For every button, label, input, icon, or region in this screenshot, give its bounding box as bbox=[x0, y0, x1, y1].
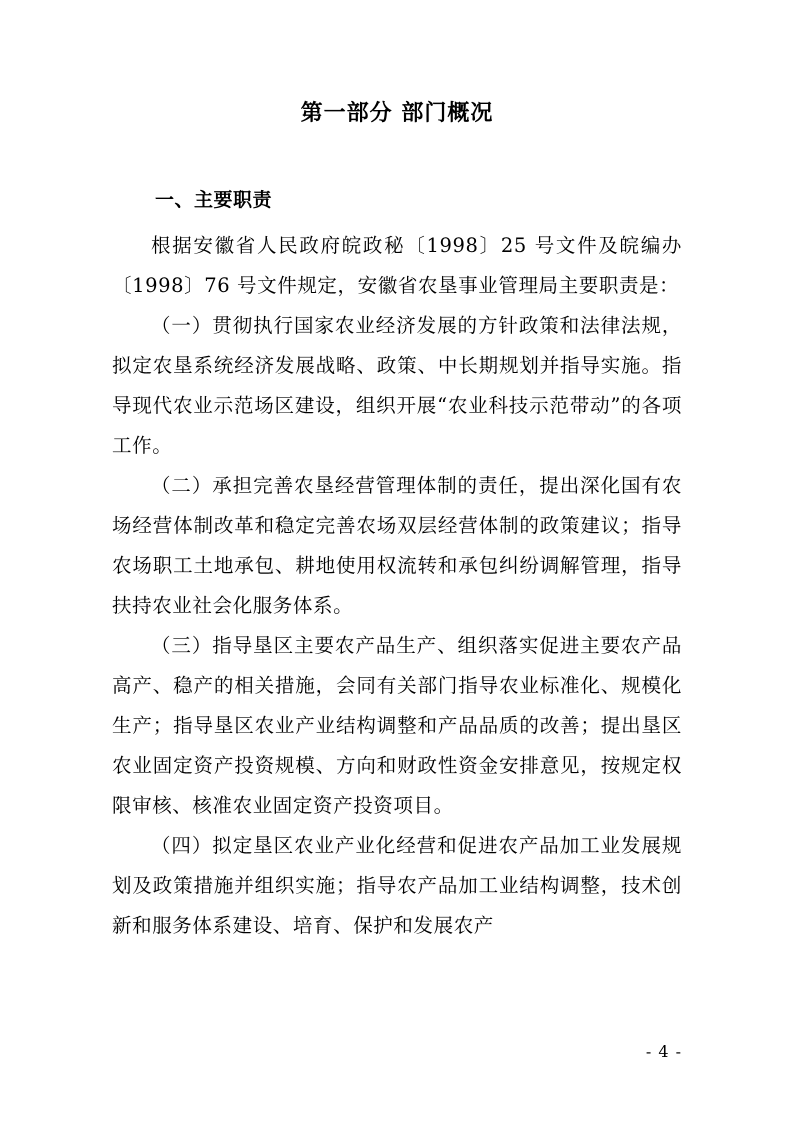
paragraph: （二）承担完善农垦经营管理体制的责任，提出深化国有农场经营体制改革和稳定完善农场双层经营体制的政策建议；指导农场职工土地承包、耕地使用权流转和承包纠纷调解管理，指导扶持农业社会化服务体系。 bbox=[112, 474, 682, 617]
paragraph: 根据安徽省人民政府皖政秘〔1998〕25 号文件及皖编办〔1998〕76 号文件规定，安徽省农垦事业管理局主要职责是： bbox=[112, 234, 682, 297]
paragraph: （三）指导垦区主要农产品生产、组织落实促进主要农产品高产、稳产的相关措施，会同有关部门指导农业标准化、规模化生产；指导垦区农业产业结构调整和产品品质的改善；提出垦区农业固定资产投资规模、方向和财政性资金安排意见，按规定权限审核、核准农业固定资产投资项目。 bbox=[112, 634, 682, 817]
paragraph: （一）贯彻执行国家农业经济发展的方针政策和法律法规，拟定农垦系统经济发展战略、政策、中长期规划并指导实施。指导现代农业示范场区建设，组织开展“农业科技示范带动”的各项工作。 bbox=[112, 314, 682, 457]
page-title: 第一部分 部门概况 bbox=[300, 100, 494, 126]
paragraph: （四）拟定垦区农业产业化经营和促进农产品加工业发展规划及政策措施并组织实施；指导农产品加工业结构调整，技术创新和服务体系建设、培育、保护和发展农产 bbox=[112, 834, 682, 937]
page-number: - 4 - bbox=[645, 1042, 682, 1061]
section-heading: 一、主要职责 bbox=[155, 189, 273, 211]
document-body bbox=[0, 212, 794, 946]
